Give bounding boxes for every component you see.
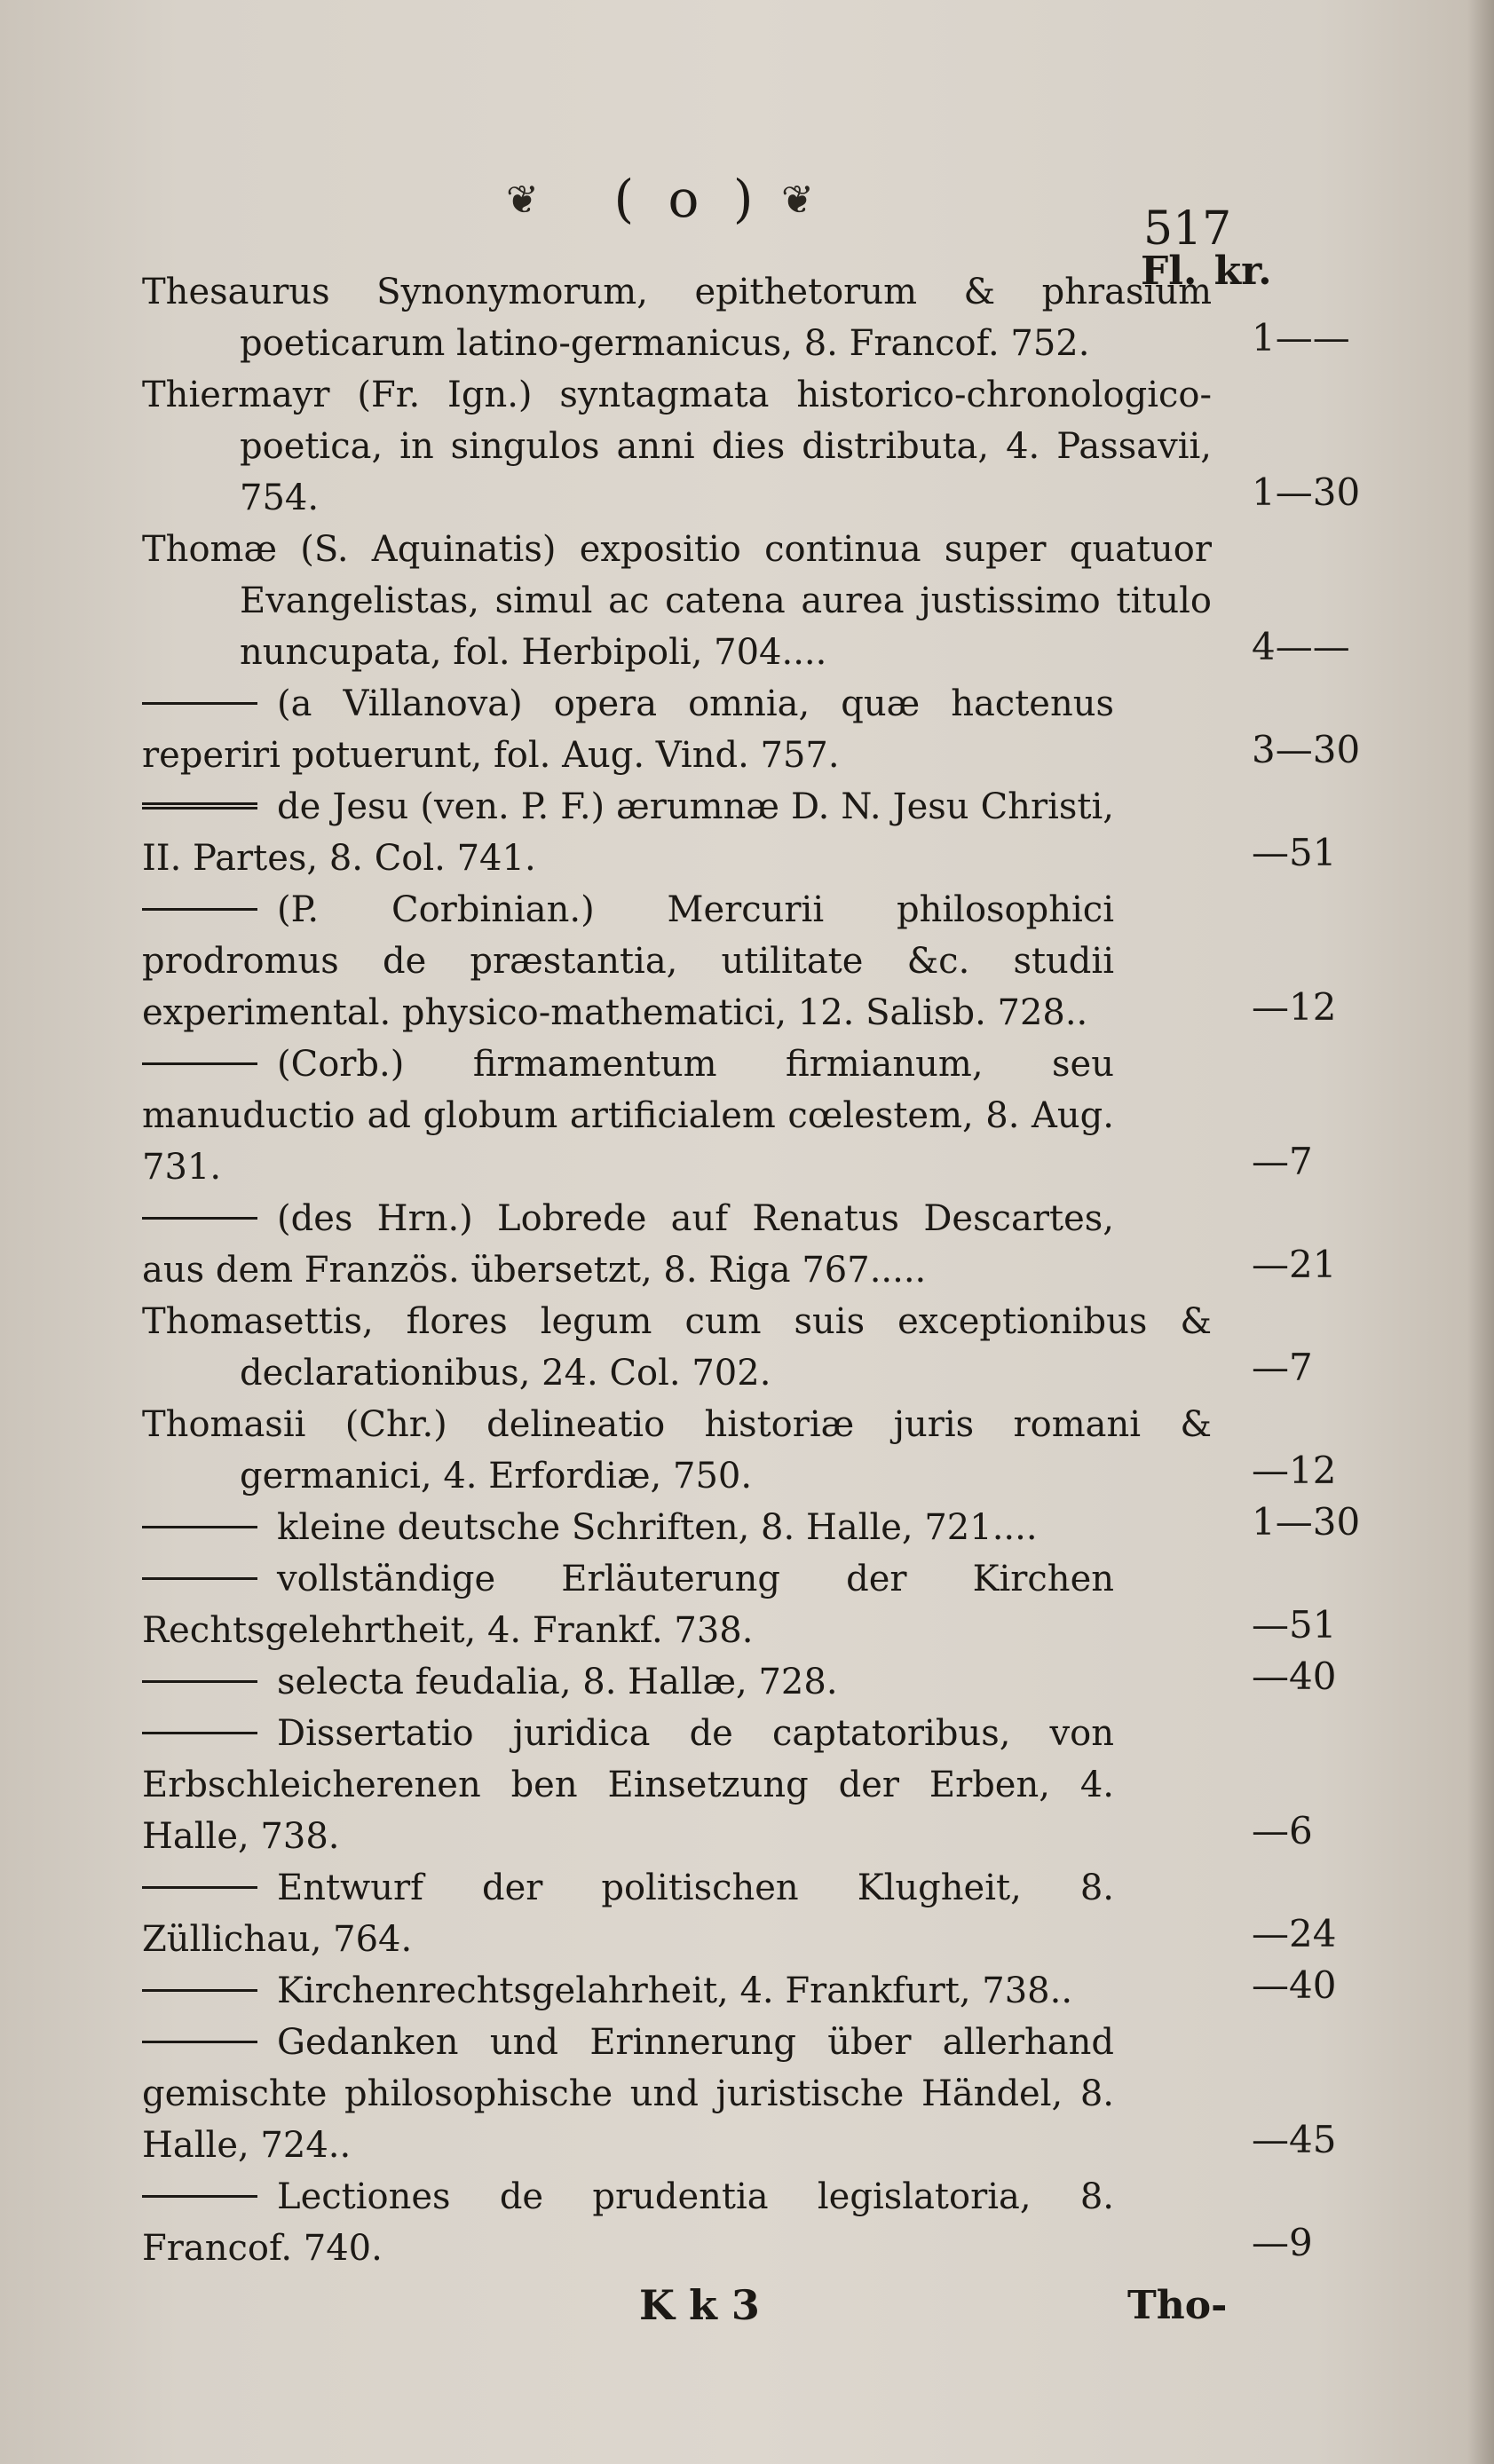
entry-text bbox=[142, 781, 1114, 884]
entry-price: 1—— bbox=[1252, 316, 1350, 359]
catalog-entry bbox=[142, 369, 1385, 524]
catalog-entry bbox=[142, 524, 1385, 678]
entry-price: —45 bbox=[1252, 2118, 1337, 2161]
entry-title: kleine deutsche Schriften, 8. Halle, 721.... bbox=[277, 1507, 1038, 1548]
catalog-entry bbox=[142, 884, 1385, 1039]
ditto-dash bbox=[142, 1680, 257, 1683]
entry-text bbox=[142, 266, 1212, 369]
entry-title: (a Villanova) opera omnia, quæ hactenus reperiri potuerunt, fol. Aug. Vind. 757. bbox=[142, 683, 1114, 776]
entry-price: —40 bbox=[1252, 1655, 1337, 1698]
catalog-entry bbox=[142, 1502, 1385, 1553]
ditto-dash bbox=[142, 1577, 257, 1580]
entry-text bbox=[142, 1862, 1114, 1965]
catalog-entry bbox=[142, 1708, 1385, 1862]
ditto-dash bbox=[142, 1886, 257, 1889]
page-edge-shadow bbox=[1467, 0, 1494, 2464]
entry-title: selecta feudalia, 8. Hallæ, 728. bbox=[277, 1662, 838, 1702]
catalog-entry bbox=[142, 1553, 1385, 1656]
entry-title: (Corb.) firmamentum firmianum, seu manuductio ad globum artificialem cœlestem, 8. Aug. 731. bbox=[142, 1044, 1114, 1188]
ornament-left-icon: ❦ bbox=[506, 178, 539, 223]
ditto-dash bbox=[142, 1062, 257, 1065]
entry-title: (P. Corbinian.) Mercurii philosophici prodromus de præstantia, utilitate &c. studii experimental. physico-mathematici, 12. Salisb. 728.. bbox=[142, 889, 1114, 1033]
ditto-dash bbox=[142, 2195, 257, 2198]
ditto-dash bbox=[142, 802, 257, 809]
catalog-entry bbox=[142, 1296, 1385, 1399]
catalog-entry bbox=[142, 1399, 1385, 1502]
catalog-entry bbox=[142, 1965, 1385, 2017]
entry-price: —9 bbox=[1252, 2221, 1313, 2264]
entry-price: —12 bbox=[1252, 985, 1337, 1029]
catalog-entry bbox=[142, 781, 1385, 884]
entry-title: Kirchenrechtsgelahrheit, 4. Frankfurt, 738.. bbox=[277, 1970, 1073, 2011]
page-number: 517 bbox=[1143, 202, 1232, 256]
catalog-entries bbox=[142, 266, 1385, 2274]
entry-text bbox=[142, 524, 1212, 678]
entry-title: vollständige Erläuterung der Kirchen Rechtsgelehrtheit, 4. Frankf. 738. bbox=[142, 1559, 1114, 1651]
entry-text bbox=[142, 1656, 1114, 1708]
catalog-entry bbox=[142, 678, 1385, 781]
price-column-header: Fl. kr. bbox=[1141, 249, 1272, 294]
entry-text bbox=[142, 1296, 1212, 1399]
entry-text bbox=[142, 884, 1114, 1039]
entry-title: Gedanken und Erinnerung über allerhand gemischte philosophische und juristische Händel, 8. Halle, 724.. bbox=[142, 2022, 1114, 2166]
signature-mark: Kk3 bbox=[639, 2281, 774, 2329]
entry-text bbox=[142, 1553, 1114, 1656]
entry-price: —51 bbox=[1252, 1603, 1337, 1647]
catalog-entry bbox=[142, 2017, 1385, 2171]
entry-title: Thesaurus Synonymorum, epithetorum & phrasium poeticarum latino-germanicus, 8. Francof. 752. bbox=[142, 272, 1212, 364]
ditto-dash bbox=[142, 1989, 257, 1992]
ditto-dash bbox=[142, 702, 257, 705]
entry-title: Thomæ (S. Aquinatis) expositio continua super quatuor Evangelistas, simul ac catena aurea justissimo titulo nuncupata, fol. Herbipoli, 704.... bbox=[142, 529, 1212, 673]
entry-price: —40 bbox=[1252, 1963, 1337, 2007]
entry-text bbox=[142, 1399, 1212, 1502]
catchword: Tho- bbox=[1127, 2283, 1228, 2328]
entry-price: 4—— bbox=[1252, 625, 1350, 668]
entry-title: Entwurf der politischen Klugheit, 8. Züllichau, 764. bbox=[142, 1868, 1114, 1960]
catalog-entry bbox=[142, 266, 1385, 369]
catalog-entry bbox=[142, 1193, 1385, 1296]
entry-text bbox=[142, 1708, 1114, 1862]
catalog-entry bbox=[142, 2171, 1385, 2274]
entry-price: —6 bbox=[1252, 1809, 1313, 1852]
catalog-entry bbox=[142, 1039, 1385, 1193]
running-head bbox=[0, 169, 1494, 249]
entry-title: Lectiones de prudentia legislatoria, 8. Francof. 740. bbox=[142, 2176, 1114, 2269]
entry-price: —7 bbox=[1252, 1140, 1313, 1183]
entry-price: 1—30 bbox=[1252, 1500, 1361, 1544]
ornament-right-icon: ❦ bbox=[781, 178, 814, 223]
header-center-mark: ( o ) bbox=[613, 169, 763, 229]
entry-text bbox=[142, 2171, 1114, 2274]
entry-text bbox=[142, 1502, 1114, 1553]
entry-text bbox=[142, 1193, 1114, 1296]
entry-text bbox=[142, 1039, 1114, 1193]
entry-text bbox=[142, 2017, 1114, 2171]
entry-title: Dissertatio juridica de captatoribus, von Erbschleicherenen ben Einsetzung der Erben, 4. Halle, 738. bbox=[142, 1713, 1114, 1857]
ditto-dash bbox=[142, 1526, 257, 1528]
entry-text bbox=[142, 369, 1212, 524]
entry-title: (des Hrn.) Lobrede auf Renatus Descartes, aus dem Französ. übersetzt, 8. Riga 767..... bbox=[142, 1198, 1114, 1291]
ditto-dash bbox=[142, 908, 257, 911]
entry-text bbox=[142, 678, 1114, 781]
entry-price: 1—30 bbox=[1252, 470, 1361, 514]
ditto-dash bbox=[142, 1217, 257, 1220]
entry-price: —24 bbox=[1252, 1912, 1337, 1955]
entry-title: Thomasettis, flores legum cum suis exceptionibus & declarationibus, 24. Col. 702. bbox=[142, 1301, 1212, 1394]
entry-text bbox=[142, 1965, 1114, 2017]
entry-price: —51 bbox=[1252, 831, 1337, 874]
entry-title: de Jesu (ven. P. F.) ærumnæ D. N. Jesu Christi, II. Partes, 8. Col. 741. bbox=[142, 786, 1114, 879]
ditto-dash bbox=[142, 1732, 257, 1734]
entry-price: 3—30 bbox=[1252, 728, 1361, 771]
catalog-entry bbox=[142, 1656, 1385, 1708]
entry-title: Thomasii (Chr.) delineatio historiæ juris romani & germanici, 4. Erfordiæ, 750. bbox=[142, 1404, 1212, 1497]
entry-price: —12 bbox=[1252, 1449, 1337, 1492]
entry-title: Thiermayr (Fr. Ign.) syntagmata historico-chronologico-poetica, in singulos anni dies distributa, 4. Passavii, 754. bbox=[142, 375, 1212, 518]
entry-price: —21 bbox=[1252, 1243, 1337, 1286]
ditto-dash bbox=[142, 2041, 257, 2043]
catalog-entry bbox=[142, 1862, 1385, 1965]
entry-price: —7 bbox=[1252, 1346, 1313, 1389]
